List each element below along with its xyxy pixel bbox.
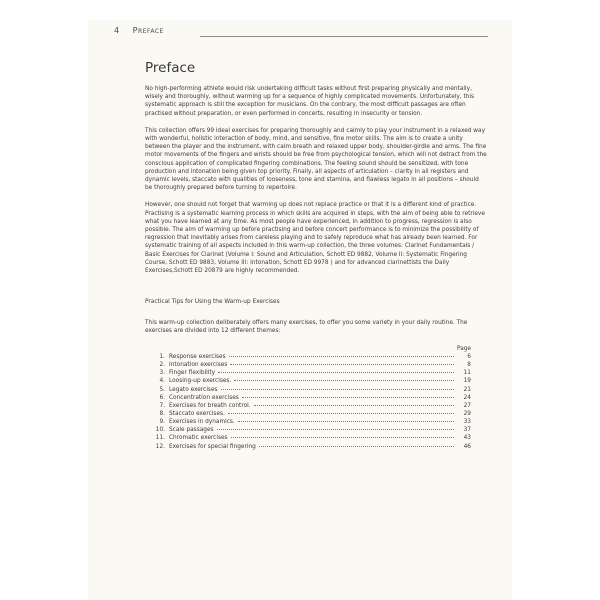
toc-item-label: Loosing-up exercises.	[169, 378, 232, 385]
toc-item-page: 19	[463, 378, 471, 385]
toc-item-number: 2.	[159, 362, 165, 369]
running-head	[114, 26, 164, 35]
page-content	[145, 60, 487, 451]
table-of-contents	[153, 345, 473, 451]
toc-item	[153, 418, 473, 426]
toc-item-number: 11.	[155, 435, 165, 442]
toc-item-page: 33	[463, 419, 471, 426]
toc-leader-dots	[234, 380, 454, 381]
toc-leader-dots	[259, 446, 454, 447]
toc-item-page: 46	[463, 443, 471, 450]
running-title: Preface	[132, 26, 164, 35]
toc-page-header: Page	[456, 345, 471, 352]
toc-leader-dots	[254, 405, 454, 406]
toc-item-page: 11	[463, 370, 471, 377]
toc-leader-dots	[242, 397, 454, 398]
toc-item	[153, 426, 473, 434]
toc-item	[153, 394, 473, 402]
toc-list	[153, 353, 473, 451]
toc-item-page: 27	[463, 402, 471, 409]
toc-item	[153, 377, 473, 385]
section-title: Practical Tips for Using the Warm-up Exercises	[145, 299, 280, 306]
toc-item	[153, 386, 473, 394]
toc-item-number: 7.	[159, 402, 165, 409]
toc-item-label: Exercises for breath control.	[169, 402, 251, 409]
toc-item-number: 8.	[159, 410, 165, 417]
paragraph: This collection offers 99 ideal exercises for preparing thoroughly and calmly to play your instrument in a relaxed way with wonderful, holistic interaction of body, mind, and sensitive, fine motor skills. The aim is to create a unity between the player and the instrument, with calm breath and relaxed upper body, shoulder-girdle and arms. The fine motor movements of the fingers and wrists should be free from psychological tension, which will not detract from the conscious application of complicated fingering combinations. The feeling sound should be sensitized, with tone production and intonation being given top priority. Finally, all aspects of articulation – clarity in all registers and dynamic levels, staccato with qualities of looseness, tone and stamina, and flawless legato in all positions – should be thoroughly prepared before turning to repertoire.	[145, 127, 487, 192]
toc-item-label: Legato exercises	[169, 386, 218, 393]
toc-leader-dots	[231, 437, 454, 438]
toc-item-number: 1.	[159, 353, 165, 360]
toc-item-page: 21	[463, 386, 471, 393]
paragraph: No high-performing athlete would risk undertaking difficult tasks without first preparing physically and mentally, wisely and thoroughly, without warming up for a sequence of highly complicated movements. Unfortunately, this systematic approach is still the exception for musicians. On the contrary, the most difficult passages are often practised without preparation, or even performed in concerts, resulting in insecurity or tension.	[145, 86, 475, 117]
toc-item-number: 9.	[159, 419, 165, 426]
toc-item	[153, 410, 473, 418]
toc-item-label: Exercises for special fingering	[169, 443, 256, 450]
toc-item-label: Staccato exercises.	[169, 410, 225, 417]
page-title: Preface	[145, 60, 196, 76]
toc-item-page: 29	[463, 410, 471, 417]
page-number: 4	[114, 26, 120, 35]
toc-leader-dots	[229, 356, 454, 357]
toc-leader-dots	[221, 389, 454, 390]
toc-item-page: 37	[463, 427, 471, 434]
header-rule	[200, 36, 488, 37]
toc-item	[153, 369, 473, 377]
toc-leader-dots	[228, 413, 454, 414]
toc-item-label: Intonation exercises	[169, 362, 228, 369]
toc-item-page: 6	[467, 353, 471, 360]
toc-item	[153, 402, 473, 410]
toc-item	[153, 443, 473, 451]
toc-item-label: Finger flexibility	[169, 370, 216, 377]
tips-intro: This warm-up collection deliberately offers many exercises, to offer you some variety in your daily routine. The exercises are divided into 12 different themes:	[145, 320, 468, 335]
toc-item-number: 6.	[159, 394, 165, 401]
toc-leader-dots	[230, 364, 454, 365]
toc-leader-dots	[238, 421, 454, 422]
toc-item-page: 43	[463, 435, 471, 442]
toc-item-number: 5.	[159, 386, 165, 393]
toc-leader-dots	[218, 372, 454, 373]
toc-item-label: Response exercises	[169, 353, 226, 360]
toc-item	[153, 361, 473, 369]
toc-item-page: 24	[463, 394, 471, 401]
toc-item-number: 3.	[159, 370, 165, 377]
toc-item	[153, 434, 473, 442]
toc-item-label: Scale passages	[169, 427, 214, 434]
toc-leader-dots	[217, 429, 454, 430]
toc-item	[153, 353, 473, 361]
toc-item-label: Chromatic exercises	[169, 435, 228, 442]
toc-item-label: Concentration exercises	[169, 394, 239, 401]
toc-item-number: 10.	[155, 427, 165, 434]
toc-item-number: 4.	[159, 378, 165, 385]
toc-item-page: 8	[467, 362, 471, 369]
document-page	[88, 20, 512, 600]
toc-item-label: Exercises in dynamics.	[169, 419, 235, 426]
paragraph: However, one should not forget that warming up does not replace practice or that it is a different kind of practice. Practising is a systematic learning process in which skills are acquired in steps, with the aim of being able to retrieve what you have learned at any time. As most people have experienced, in addition to progress, regression is also possible. The aim of warming up before practising and before concert performance is to minimize the possibility of regression that inevitably arises from careless playing and to safely reproduce what has already been learned. For systematic training of all aspects included in this warm-up collection, the three volumes: Clarinet Fundamentals / Basic Exercises for Clarinet (Volume I: Sound and Articulation, Schott ED 9882, Volume II: Systematic Fingering Course, Schott ED 9883, Volume III: Intonation, Schott ED 9978 ) and for advanced clarinettists the Daily Exercises,Schott ED 20879 are highly recommended.	[145, 202, 485, 275]
toc-item-number: 12.	[155, 443, 165, 450]
